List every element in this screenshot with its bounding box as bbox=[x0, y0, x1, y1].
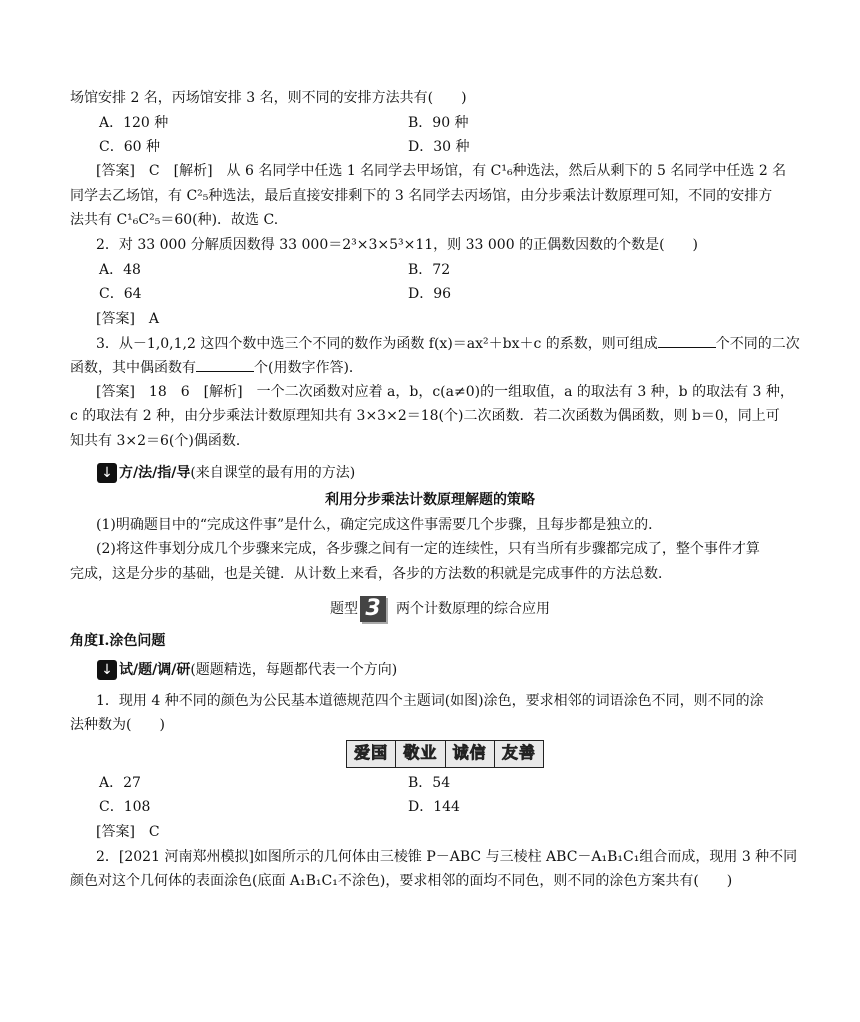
answer-blank bbox=[196, 357, 254, 372]
question-text: 个(用数字作答)． bbox=[254, 360, 363, 376]
option-b: B．90 种 bbox=[408, 115, 469, 131]
down-arrow-icon: ↓ bbox=[97, 463, 117, 483]
question-line: 2．[2021 河南郑州模拟]如图所示的几何体由三棱锥 P－ABC 与三棱柱 ABC－A₁B₁C₁组合而成，现用 3 种不同 bbox=[96, 849, 798, 865]
theme-words-figure bbox=[346, 740, 544, 768]
method-title: 方/法/指/导 bbox=[119, 465, 191, 481]
angle-heading: 角度Ⅰ.涂色问题 bbox=[70, 633, 166, 649]
option-b: B．72 bbox=[408, 262, 451, 278]
option-d: D．144 bbox=[408, 799, 460, 815]
type-heading bbox=[330, 596, 630, 622]
answer-line: 知共有 3×2＝6(个)偶函数． bbox=[70, 433, 250, 449]
type-title: 两个计数原理的综合应用 bbox=[396, 601, 550, 617]
theme-word: 爱国 bbox=[347, 741, 396, 767]
question-text: 3．从－1,0,1,2 这四个数中选三个不同的数作为函数 f(x)＝ax²＋bx＋c 的系数，则可组成 bbox=[96, 336, 658, 352]
strategy-line: 完成，这是分步的基础，也是关键．从计数上来看，各步的方法数的积就是完成事件的方法总数． bbox=[70, 566, 672, 582]
question-text: 函数，其中偶函数有 bbox=[70, 360, 196, 376]
answer-line: [答案] C bbox=[96, 824, 160, 840]
strategy-line: (2)将这件事划分成几个步骤来完成，各步骤之间有一定的连续性，只有当所有步骤都完成了，整个事件才算 bbox=[96, 541, 760, 557]
option-c: C．64 bbox=[99, 286, 142, 302]
type-label: 题型 bbox=[330, 601, 358, 617]
option-d: D．96 bbox=[408, 286, 452, 302]
question-text: 个不同的二次 bbox=[715, 336, 800, 352]
text-line: 场馆安排 2 名，丙场馆安排 3 名，则不同的安排方法共有( ) bbox=[70, 90, 467, 106]
answer-line: 同学去乙场馆，有 C²₅种选法，最后直接安排剩下的 3 名同学去丙场馆，由分步乘法计数原理可知，不同的安排方 bbox=[70, 188, 773, 204]
theme-word: 友善 bbox=[495, 741, 543, 767]
option-c: C．60 种 bbox=[99, 139, 160, 155]
option-b: B．54 bbox=[408, 775, 451, 791]
answer-line: 法共有 C¹₆C²₅＝60(种)．故选 C. bbox=[70, 212, 279, 228]
method-heading bbox=[97, 463, 793, 483]
answer-line: [答案] A bbox=[96, 311, 160, 327]
option-d: D．30 种 bbox=[408, 139, 470, 155]
option-a: A．48 bbox=[99, 262, 141, 278]
question-line bbox=[70, 357, 792, 378]
question-line bbox=[96, 333, 800, 354]
strategy-title: 利用分步乘法计数原理解题的策略 bbox=[325, 492, 535, 508]
trial-title: 试/题/调/研 bbox=[119, 662, 191, 678]
strategy-line: (1)明确题目中的“完成这件事”是什么，确定完成这件事需要几个步骤，且每步都是独立的． bbox=[96, 517, 663, 533]
option-c: C．108 bbox=[99, 799, 151, 815]
question-line: 1．现用 4 种不同的颜色为公民基本道德规范四个主题词(如图)涂色，要求相邻的词语涂色不同，则不同的涂 bbox=[96, 693, 764, 709]
answer-blank bbox=[658, 333, 716, 348]
theme-word: 诚信 bbox=[446, 741, 495, 767]
option-a: A．27 bbox=[99, 775, 141, 791]
theme-word: 敬业 bbox=[396, 741, 445, 767]
trial-heading bbox=[97, 660, 793, 680]
down-arrow-icon: ↓ bbox=[97, 660, 117, 680]
option-a: A．120 种 bbox=[99, 115, 169, 131]
answer-line: [答案] 18 6 [解析] 一个二次函数对应着 a，b，c(a≠0)的一组取值，a 的取法有 3 种，b 的取法有 3 种， bbox=[96, 384, 794, 400]
type-number-badge: 3 bbox=[360, 596, 386, 622]
question-line: 2．对 33 000 分解质因数得 33 000＝2³×3×5³×11，则 33 000 的正偶数因数的个数是( ) bbox=[96, 237, 698, 253]
question-line: 法种数为( ) bbox=[70, 717, 165, 733]
question-line: 颜色对这个几何体的表面涂色(底面 A₁B₁C₁不涂色)，要求相邻的面均不同色，则不同的涂色方案共有( ) bbox=[70, 873, 733, 889]
trial-subtitle: (题题精选，每题都代表一个方向) bbox=[190, 662, 398, 678]
answer-line: c 的取法有 2 种，由分步乘法计数原理知共有 3×3×2＝18(个)二次函数．若二次函数为偶函数，则 b＝0，同上可 bbox=[70, 408, 780, 424]
answer-line: [答案] C [解析] 从 6 名同学中任选 1 名同学去甲场馆，有 C¹₆种选法，然后从剩下的 5 名同学中任选 2 名 bbox=[96, 163, 787, 179]
method-subtitle: (来自课堂的最有用的方法) bbox=[190, 465, 356, 481]
